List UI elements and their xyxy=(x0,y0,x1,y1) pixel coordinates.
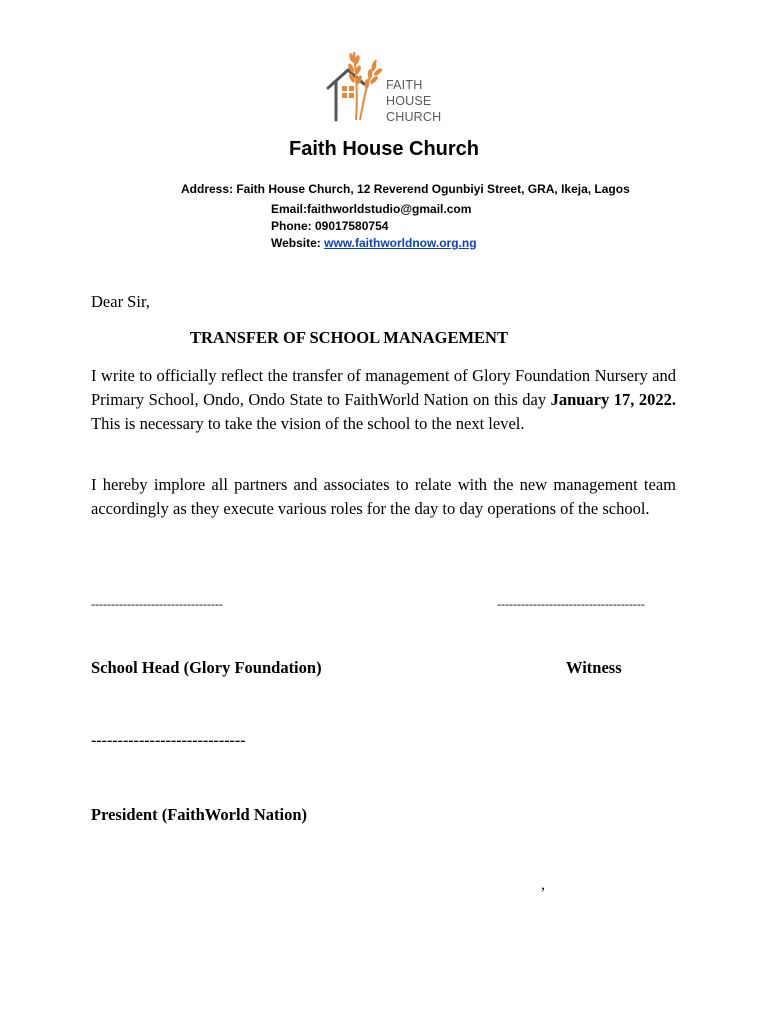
paragraph-1 xyxy=(91,364,676,436)
logo-text-line3: CHURCH xyxy=(386,110,442,124)
transfer-date: January 17, 2022. xyxy=(550,390,676,409)
email-line: Email:faithworldstudio@gmail.com xyxy=(271,202,472,216)
signature-line-witness: ------------------------------------- xyxy=(497,597,645,611)
address-line: Address: Faith House Church, 12 Reverend Ogunbiyi Street, GRA, Ikeja, Lagos xyxy=(181,182,630,196)
logo-text-line2: HOUSE xyxy=(386,94,432,108)
paragraph-1-end: This is necessary to take the vision of the school to the next level. xyxy=(91,414,525,433)
letter-subject: TRANSFER OF SCHOOL MANAGEMENT xyxy=(190,328,508,347)
logo-text-line1: FAITH xyxy=(386,78,423,92)
church-logo xyxy=(326,46,446,126)
signature-line-school-head: --------------------------------- xyxy=(91,597,223,611)
salutation: Dear Sir, xyxy=(91,292,150,311)
house-wheat-icon xyxy=(326,46,386,126)
website-link[interactable]: www.faithworldnow.org.ng xyxy=(324,236,477,250)
witness-label: Witness xyxy=(566,658,622,677)
paragraph-2: I hereby implore all partners and associates to relate with the new management team accordingly as they execute various roles for the day to day operations of the school. xyxy=(91,475,676,518)
paragraph-1-start: I write to officially reflect the transfer of management of Glory Foundation Nursery and Primary School, Ondo, Ondo State to FaithWorld Nation on this day xyxy=(91,366,676,409)
phone-line: Phone: 09017580754 xyxy=(271,219,389,233)
website-line xyxy=(271,236,477,250)
president-label: President (FaithWorld Nation) xyxy=(91,805,308,824)
stray-comma: , xyxy=(541,876,545,893)
school-head-label: School Head (Glory Foundation) xyxy=(91,658,322,677)
website-label: Website: xyxy=(271,236,325,250)
organization-name: Faith House Church xyxy=(288,138,479,160)
signature-line-president: ----------------------------- xyxy=(91,732,246,749)
